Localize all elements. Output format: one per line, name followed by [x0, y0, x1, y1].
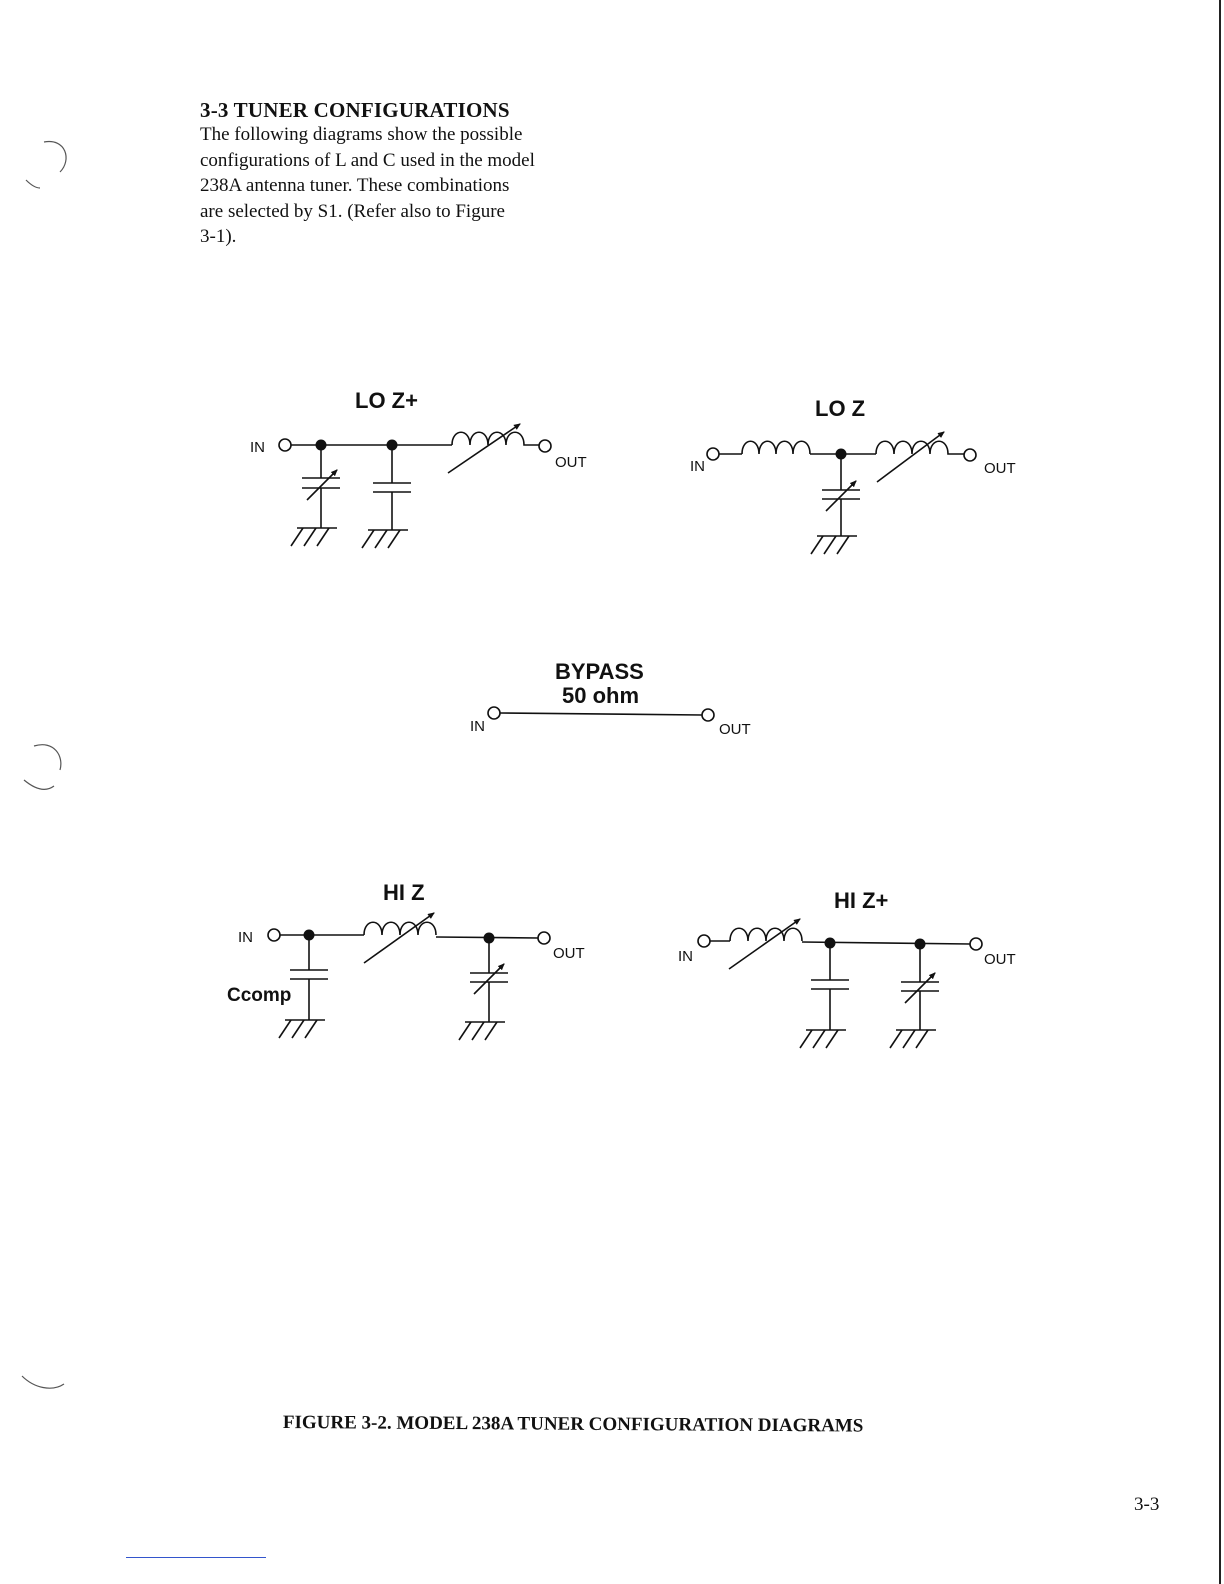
lo-z-plus-diagram [250, 388, 587, 548]
in-terminal [707, 448, 719, 460]
variable-inductor [730, 928, 802, 941]
inductor-adjust-arrow [364, 913, 434, 963]
variable-inductor [452, 432, 539, 445]
intro-line: configurations of L and C used in the model [200, 149, 535, 171]
lo-z-plus-in-label: IN [250, 439, 265, 456]
out-terminal [702, 709, 714, 721]
wire [500, 713, 702, 715]
hi-z-plus-in-label: IN [678, 948, 693, 965]
ground-symbol [459, 1022, 505, 1040]
in-terminal [268, 929, 280, 941]
page-number: 3-3 [1134, 1494, 1160, 1515]
intro-line: are selected by S1. (Refer also to Figure [200, 200, 505, 222]
hi-z-out-label: OUT [553, 945, 585, 962]
hi-z-diagram [227, 880, 585, 1040]
in-terminal [279, 439, 291, 451]
hi-z-plus-out-label: OUT [984, 951, 1016, 968]
ground-symbol [362, 530, 408, 548]
hi-z-plus-title: HI Z+ [834, 888, 889, 913]
figure-caption: FIGURE 3-2. MODEL 238A TUNER CONFIGURATION DIAGRAMS [282, 1412, 864, 1437]
inductor [742, 441, 810, 454]
lo-z-diagram [690, 396, 1016, 554]
ground-symbol [279, 1020, 325, 1038]
lo-z-out-label: OUT [984, 460, 1016, 477]
lo-z-plus-out-label: OUT [555, 454, 587, 471]
bypass-out-label: OUT [719, 721, 751, 738]
inductor-adjust-arrow [729, 919, 800, 969]
bypass-subtitle: 50 ohm [562, 683, 640, 708]
ground-symbol [811, 536, 857, 554]
bypass-diagram [470, 659, 751, 738]
intro-line: 238A antenna tuner. These combinations [200, 175, 510, 196]
in-terminal [698, 935, 710, 947]
ground-symbol [800, 1030, 846, 1048]
hi-z-plus-diagram [678, 888, 1016, 1048]
out-terminal [964, 449, 976, 461]
ground-symbol [291, 528, 337, 546]
in-terminal [488, 707, 500, 719]
section-heading: 3-3 TUNER CONFIGURATIONS [200, 98, 510, 122]
lo-z-plus-title: LO Z+ [355, 388, 418, 413]
capacitor-adjust-arrow [307, 470, 337, 500]
intro-line: 3-1). [200, 226, 237, 247]
bypass-in-label: IN [470, 718, 485, 735]
ccomp-label: Ccomp [227, 985, 292, 1006]
hi-z-in-label: IN [238, 929, 253, 946]
hi-z-title: HI Z [383, 880, 425, 905]
variable-inductor [364, 922, 436, 935]
inductor-adjust-arrow [877, 432, 944, 482]
out-terminal [539, 440, 551, 452]
footer-rule [126, 1557, 266, 1558]
intro-line: The following diagrams show the possible [200, 124, 523, 145]
bypass-title: BYPASS [555, 659, 644, 684]
lo-z-title: LO Z [815, 396, 866, 421]
lo-z-in-label: IN [690, 458, 705, 475]
punch-hole-shadows [22, 142, 66, 1389]
ground-symbol [890, 1030, 936, 1048]
inductor-adjust-arrow [448, 424, 520, 473]
out-terminal [970, 938, 982, 950]
out-terminal [538, 932, 550, 944]
variable-inductor [876, 441, 964, 454]
